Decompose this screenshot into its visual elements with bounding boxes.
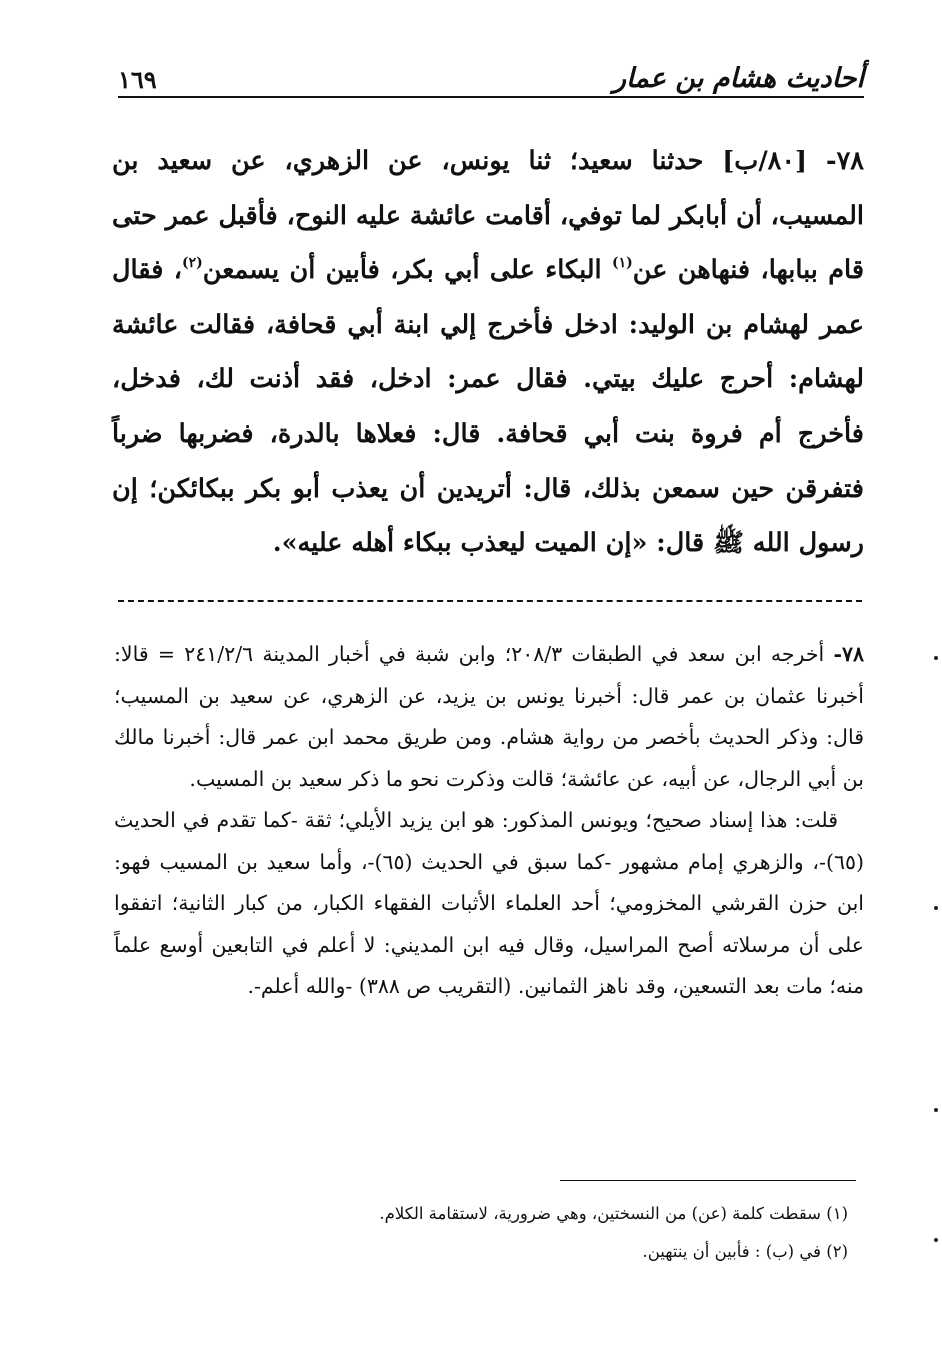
footnotes [300, 1198, 848, 1274]
header-rule [118, 96, 864, 98]
page-header [118, 50, 864, 92]
commentary-paragraph-2: قلت: هذا إسناد صحيح؛ ويونس المذكور: هو ابن يزيد الأيلي؛ ثقة -كما تقدم في الحديث (٦٥)-، والزهري إمام مشهور -كما سبق في الحديث (٦٥)-، وأما سعيد بن المسيب فهو: ابن حزن القرشي المخزومي؛ أحد العلماء الأثبات الفقهاء الكبار، من كبار الثانية؛ اتفقوا على أن مرسلاته أصح المراسيل، وقال فيه ابن المديني: لا أعلم في التابعين أوسع علماً منه؛ مات بعد التسعين، وقد ناهز الثمانين. (التقريب ص ٣٨٨) -والله أعلم-. [114, 808, 864, 998]
commentary-paragraph-1 [114, 634, 864, 800]
page-number: ١٦٩ [118, 65, 157, 94]
hadith-text-part-2: البكاء على أبي بكر، فأبين أن يسمعن [202, 255, 613, 286]
commentary [114, 634, 864, 1008]
hadith-text-part-1: [٨٠/ب] حدثنا سعيد؛ ثنا يونس، عن الزهري، عن سعيد بن المسيب، أن أبابكر لما توفي، أقامت عائشة عليه النوح، فأقبل عمر حتى قام ببابها، فنهاهن عن [112, 146, 865, 286]
hadith-number: ٧٨- [826, 146, 864, 176]
scan-speck [934, 656, 938, 660]
hadith-text-part-3: ، فقال عمر لهشام بن الوليد: ادخل فأخرج إلي ابنة أبي قحافة، فقالت عائشة لهشام: أحرج عليك بيتي. فقال عمر: ادخل، فقد أذنت لك، فدخل، فأخرج أم فروة بنت أبي قحافة. قال: فعلاها بالدرة، فضربها ضرباً فتفرقن حين سمعن بذلك، قال: أتريدين أن يعذب أبو بكر ببكائكن؛ إن رسول الله ﷺ قال: «إن الميت ليعذب ببكاء أهله عليه». [112, 255, 864, 559]
scan-speck [934, 906, 938, 910]
hadith-text [112, 134, 864, 571]
footnote-rule [560, 1180, 856, 1181]
running-title: أحاديث هشام بن عمار [613, 63, 864, 94]
scan-speck [934, 1238, 938, 1242]
section-divider [118, 600, 862, 602]
footnote-1: (١) سقطت كلمة (عن) من النسختين، وهي ضرورية، لاستقامة الكلام. [379, 1204, 848, 1223]
commentary-number: ٧٨- [833, 642, 864, 666]
footnote-2: (٢) في (ب) : فأبين أن ينتهين. [642, 1242, 848, 1261]
commentary-text-1: أخرجه ابن سعد في الطبقات ٢٠٨/٣؛ وابن شبة في أخبار المدينة ٢٤١/٢/٦ = قالا: أخبرنا عثمان بن عمر قال: أخبرنا يونس بن يزيد، عن الزهري، عن سعيد بن المسيب؛ قال: وذكر الحديث بأخصر من رواية هشام. ومن طريق محمد ابن عمر قال: أخبرنا مالك بن أبي الرجال، عن أبيه، عن عائشة؛ قالت وذكرت نحو ما ذكر سعيد بن المسيب. [114, 642, 864, 791]
footnote-marker-2: (٢) [182, 255, 203, 272]
footnote-marker-1: (١) [612, 255, 633, 272]
scan-speck [934, 1108, 938, 1112]
